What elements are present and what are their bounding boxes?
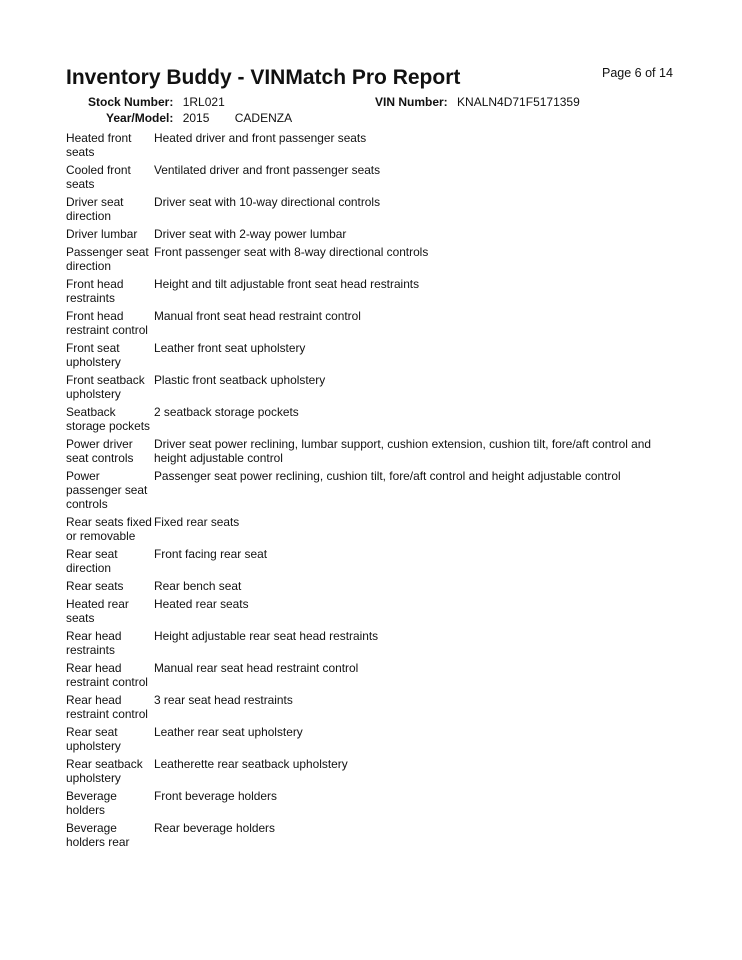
- spec-label: Cooled front seats: [66, 163, 131, 191]
- spec-row: [66, 629, 676, 661]
- spec-row: [66, 757, 676, 789]
- spec-row: [66, 469, 676, 515]
- spec-row: [66, 515, 676, 547]
- spec-row: [66, 405, 676, 437]
- spec-value: Rear bench seat: [154, 579, 242, 593]
- spec-row: [66, 437, 676, 469]
- spec-label: Rear seats: [66, 579, 124, 593]
- spec-value: Front facing rear seat: [154, 547, 268, 561]
- vin-value: KNALN4D71F5171359: [457, 95, 580, 109]
- stock-number-label: Stock Number:: [88, 95, 174, 109]
- spec-table-body: [66, 131, 676, 853]
- spec-label: Rear seats fixed or removable: [66, 515, 152, 543]
- spec-value: Ventilated driver and front passenger seats: [154, 163, 381, 177]
- spec-label: Front seat upholstery: [66, 341, 121, 369]
- spec-value: Leatherette rear seatback upholstery: [154, 757, 348, 771]
- spec-row: [66, 195, 676, 227]
- spec-row: [66, 661, 676, 693]
- vin-label: VIN Number:: [375, 95, 448, 109]
- spec-value: Passenger seat power reclining, cushion tilt, fore/aft control and height adjustable control: [154, 469, 621, 483]
- spec-label: Rear head restraints: [66, 629, 122, 657]
- report-title: Inventory Buddy - VINMatch Pro Report: [66, 66, 461, 89]
- spec-value: Driver seat with 10-way directional controls: [154, 195, 381, 209]
- year-model-label: Year/Model:: [106, 111, 174, 125]
- spec-value: Leather front seat upholstery: [154, 341, 306, 355]
- spec-row: [66, 547, 676, 579]
- spec-label: Front seatback upholstery: [66, 373, 145, 401]
- spec-label: Power passenger seat controls: [66, 469, 148, 511]
- stock-number-row: [88, 95, 225, 109]
- spec-value: 2 seatback storage pockets: [154, 405, 299, 419]
- spec-table: [66, 131, 676, 853]
- spec-value: Fixed rear seats: [154, 515, 240, 529]
- spec-value: Driver seat with 2-way power lumbar: [154, 227, 347, 241]
- stock-number-value: 1RL021: [182, 95, 225, 109]
- spec-label: Rear head restraint control: [66, 693, 148, 721]
- model-value: CADENZA: [234, 111, 293, 125]
- spec-value: Height adjustable rear seat head restraints: [154, 629, 379, 643]
- spec-row: [66, 821, 676, 853]
- spec-label: Front head restraint control: [66, 309, 148, 337]
- spec-value: Manual front seat head restraint control: [154, 309, 361, 323]
- spec-row: [66, 227, 676, 245]
- spec-row: [66, 163, 676, 195]
- spec-value: Front passenger seat with 8-way directional controls: [154, 245, 429, 259]
- spec-row: [66, 341, 676, 373]
- spec-label: Beverage holders rear: [66, 821, 130, 849]
- page-indicator: Page 6 of 14: [602, 66, 673, 80]
- spec-value: Leather rear seat upholstery: [154, 725, 303, 739]
- spec-label: Rear seat upholstery: [66, 725, 121, 753]
- year-model-row: [106, 111, 292, 125]
- spec-value: Front beverage holders: [154, 789, 277, 803]
- spec-label: Rear head restraint control: [66, 661, 148, 689]
- spec-value: Plastic front seatback upholstery: [154, 373, 326, 387]
- spec-row: [66, 277, 676, 309]
- spec-label: Driver lumbar: [66, 227, 138, 241]
- spec-value: Driver seat power reclining, lumbar support, cushion extension, cushion tilt, fore/aft control and height adjustable control: [154, 437, 652, 465]
- spec-value: Manual rear seat head restraint control: [154, 661, 359, 675]
- spec-value: 3 rear seat head restraints: [154, 693, 293, 707]
- spec-label: Heated rear seats: [66, 597, 129, 625]
- spec-label: Heated front seats: [66, 131, 132, 159]
- spec-row: [66, 309, 676, 341]
- spec-value: Heated rear seats: [154, 597, 249, 611]
- spec-row: [66, 131, 676, 163]
- year-value: 2015: [182, 111, 210, 125]
- spec-label: Beverage holders: [66, 789, 117, 817]
- spec-row: [66, 597, 676, 629]
- spec-value: Heated driver and front passenger seats: [154, 131, 367, 145]
- spec-label: Front head restraints: [66, 277, 124, 305]
- spec-label: Power driver seat controls: [66, 437, 134, 465]
- spec-row: [66, 693, 676, 725]
- spec-label: Seatback storage pockets: [66, 405, 150, 433]
- spec-row: [66, 725, 676, 757]
- spec-row: [66, 579, 676, 597]
- spec-value: Rear beverage holders: [154, 821, 275, 835]
- spec-label: Driver seat direction: [66, 195, 124, 223]
- spec-value: Height and tilt adjustable front seat head restraints: [154, 277, 420, 291]
- spec-row: [66, 373, 676, 405]
- spec-row: [66, 245, 676, 277]
- spec-label: Rear seat direction: [66, 547, 118, 575]
- spec-label: Rear seatback upholstery: [66, 757, 143, 785]
- vin-row: [375, 95, 580, 109]
- spec-label: Passenger seat direction: [66, 245, 149, 273]
- spec-row: [66, 789, 676, 821]
